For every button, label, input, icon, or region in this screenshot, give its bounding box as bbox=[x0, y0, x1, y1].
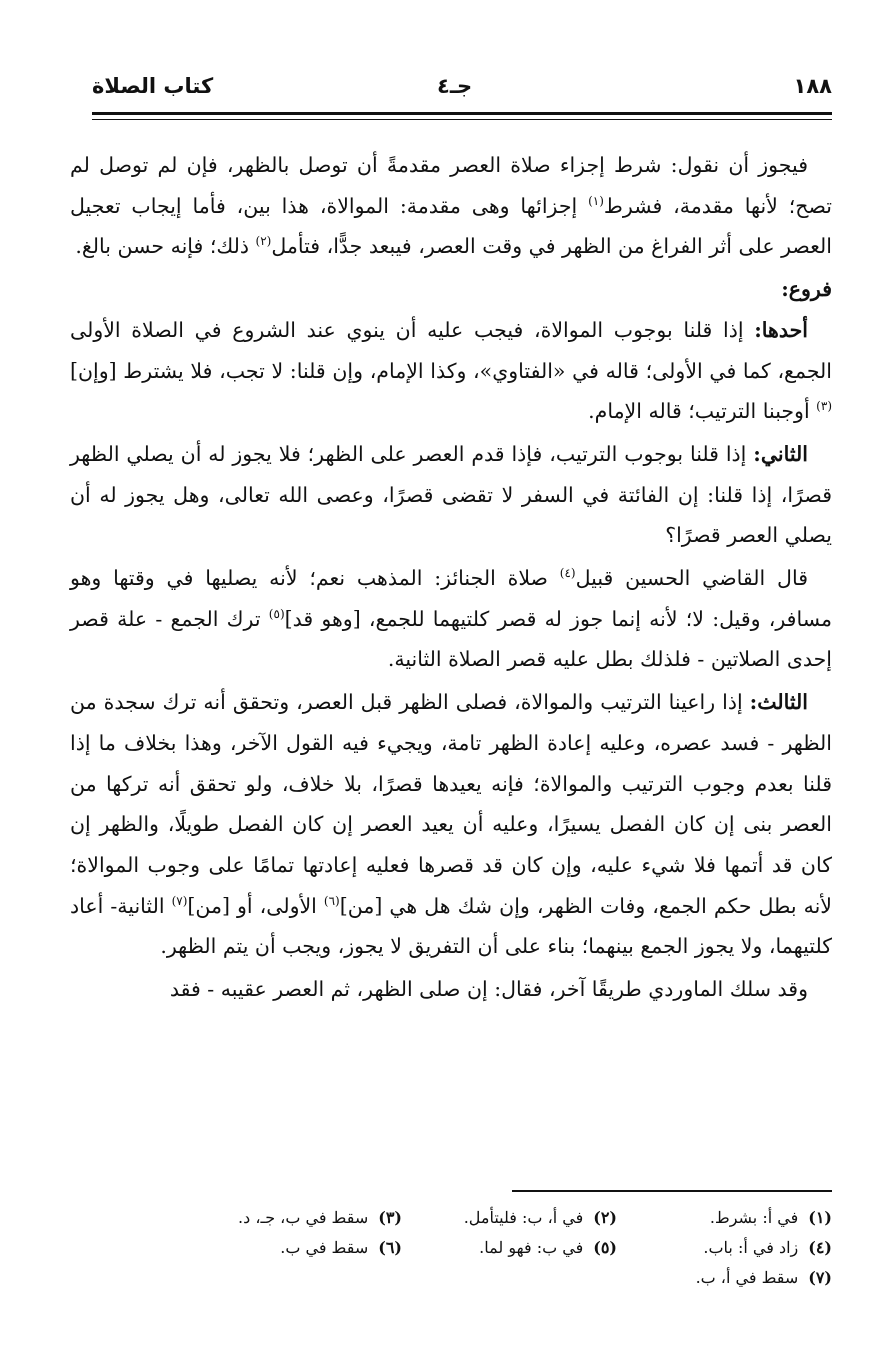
paragraph-first bbox=[70, 310, 832, 432]
footnote bbox=[617, 1203, 832, 1233]
footnote bbox=[187, 1203, 402, 1233]
footnote-number: (١) bbox=[808, 1208, 832, 1227]
footnote-row bbox=[70, 1203, 832, 1233]
footnote-ref: (٤) bbox=[559, 566, 576, 581]
page-number: ١٨٨ bbox=[793, 74, 832, 98]
text-run: إجزائها وهى مقدمة: الموالاة، هذا بين، فأما إيجاب تعجيل العصر على أثر الفراغ من الظهر في وقت العصر، فيبعد جدًّا، فتأمل bbox=[70, 193, 832, 259]
footnote-text: في ب: فهو لما. bbox=[479, 1238, 584, 1257]
paragraph-third bbox=[70, 682, 832, 967]
book-title: كتاب الصلاة bbox=[92, 74, 214, 98]
text-run: فيجوز أن نقول: شرط إجزاء صلاة العصر مقدمةً أن توصل بالظهر، فإن لم توصل لم تصح؛ لأنها مقدمة، فشرط bbox=[70, 153, 832, 218]
footnote-number: (٣) bbox=[378, 1208, 402, 1227]
footnote bbox=[617, 1263, 832, 1293]
footnote-row bbox=[70, 1233, 832, 1263]
footnote-number: (٢) bbox=[593, 1208, 617, 1227]
footnote-number: (٤) bbox=[808, 1238, 832, 1257]
paragraph-second bbox=[70, 434, 832, 556]
volume-label: جـ٤ bbox=[437, 74, 473, 98]
footnote-ref: (٥) bbox=[268, 606, 285, 621]
footnote-number: (٦) bbox=[378, 1238, 402, 1257]
text-run: ترك الجمع - علة قصر إحدى الصلاتين - فلذلك بطل عليه قصر الصلاة الثانية. bbox=[70, 606, 832, 672]
footnote-text: سقط في أ، ب. bbox=[695, 1268, 799, 1287]
footnotes bbox=[70, 1203, 832, 1293]
footnote bbox=[402, 1233, 617, 1263]
footnote-number: (٥) bbox=[593, 1238, 617, 1257]
paragraph-mawardi: وقد سلك الماوردي طريقًا آخر، فقال: إن صلى الظهر، ثم العصر عقيبه - فقد bbox=[169, 977, 808, 1002]
footnote-ref: (٣) bbox=[816, 399, 832, 414]
footnote-text: في أ: بشرط. bbox=[709, 1208, 799, 1227]
footnote-number: (٧) bbox=[808, 1268, 832, 1287]
footnote bbox=[617, 1233, 832, 1263]
header-rule-thick bbox=[92, 112, 832, 115]
footnote-rule bbox=[512, 1190, 832, 1192]
footnote-ref: (٢) bbox=[255, 234, 272, 249]
text-run: ذلك؛ فإنه حسن بالغ. bbox=[75, 234, 256, 259]
footnote bbox=[402, 1203, 617, 1233]
main-text bbox=[70, 145, 832, 1010]
footnote-ref: (١) bbox=[588, 193, 604, 208]
header-rule-thin bbox=[92, 119, 832, 120]
footnote-row bbox=[70, 1263, 832, 1293]
footnote-ref: (٧) bbox=[171, 893, 188, 908]
page-header bbox=[92, 74, 832, 108]
subheading-first: أحدها: bbox=[754, 317, 808, 342]
text-run: إذا راعينا الترتيب والموالاة، فصلى الظهر قبل العصر، وتحقق أنه ترك سجدة من الظهر - فسد عصره، وعليه إعادة الظهر تامة، ويجيء فيه القول الآخر، وهذا بخلاف ما إذا قلنا بعدم وجوب الترتيب والموالاة؛ فإنه يعيدها قصرًا، بلا خلاف، ولو تحقق أنه تركها من العصر بنى إن كان الفصل يسيرًا، وعليه أن يعيد العصر إن كان الفصل طويلًا، والظهر إن كان قد أتمها فلا شيء عليه، وإن كان قد قصرها فعليه إعادتها تمامًا على وجوب الموالاة؛ لأنه بطل حكم الجمع، وفات الظهر، وإن شك هل هي [من] bbox=[70, 690, 832, 918]
text-run: إذا قلنا بوجوب الموالاة، فيجب عليه أن ينوي عند الشروع في الصلاة الأولى الجمع، كما في الأولى؛ قاله في «الفتاوي»، وكذا الإمام، وإن قلنا: لا تجب، فلا يشترط [وإن] bbox=[70, 317, 832, 383]
subheading-third: الثالث: bbox=[749, 690, 808, 715]
subheading-second: الثاني: bbox=[753, 441, 808, 466]
paragraph-qadi bbox=[70, 558, 832, 680]
text-run: إذا قلنا بوجوب الترتيب، فإذا قدم العصر على الظهر؛ فلا يجوز له أن يصلي الظهر قصرًا، إذا قلنا: إن الفائتة في السفر لا تقضى قصرًا، وعصى الله تعالى، وهل يجوز له أن يصلي العصر قصرًا؟ bbox=[70, 441, 832, 548]
footnote-text: زاد في أ: باب. bbox=[703, 1238, 799, 1257]
text-run: الأولى، أو [من] bbox=[187, 893, 324, 918]
text-run: الثانية- أعاد كلتيهما، ولا يجوز الجمع بينهما؛ بناء على أن التفريق لا يجوز، ويجب أن يتم الظهر. bbox=[70, 893, 832, 959]
footnote-text: سقط في ب، جـ، د. bbox=[238, 1208, 369, 1227]
text-run: صلاة الجنائز: المذهب نعم؛ لأنه يصليها في وقتها وهو مسافر، وقيل: لا؛ لأنه إنما جوز له قصر كلتيهما للجمع، [وهو قد] bbox=[70, 566, 832, 631]
footnote-text: في أ، ب: فليتأمل. bbox=[463, 1208, 584, 1227]
footnote-text: سقط في ب. bbox=[280, 1238, 369, 1257]
footnote bbox=[187, 1233, 402, 1263]
section-heading-furu: فروع: bbox=[781, 277, 832, 302]
text-run: قال القاضي الحسين قبيل bbox=[575, 566, 808, 591]
paragraph-1 bbox=[70, 145, 832, 267]
footnote-ref: (٦) bbox=[323, 893, 340, 908]
text-run: أوجبنا الترتيب؛ قاله الإمام. bbox=[588, 399, 817, 424]
